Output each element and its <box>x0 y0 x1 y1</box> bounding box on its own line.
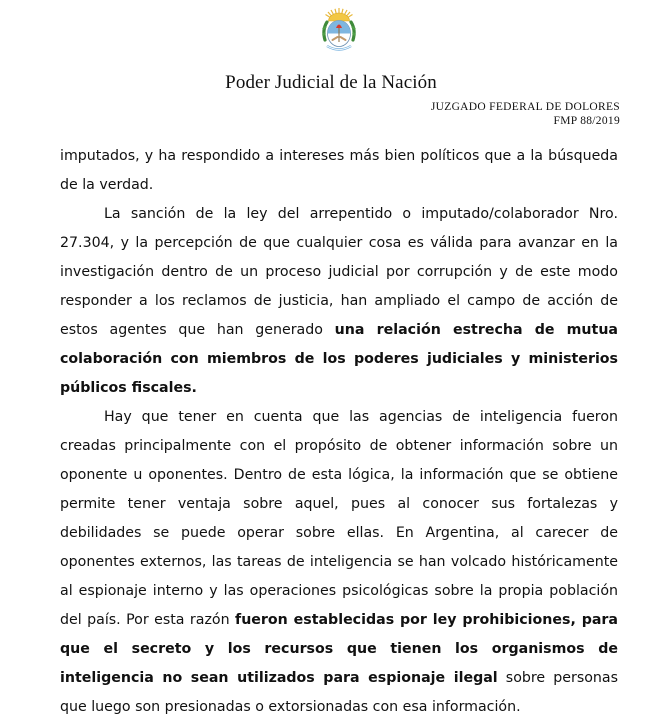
paragraph-3-text: Hay que tener en cuenta que las agencias de inteligencia fueron creadas principalmente con el propósito de obtener información sobre un oponente u oponentes. Dentro de esta lógica, la información que se obtiene permite tener ventaja sobre aquel, pues al conocer sus fortalezas y debilidades se puede operar sobre ellas. En Argentina, al carecer de oponentes externos, las tareas de inteligencia se han volcado históricamente al espionaje interno y las operaciones psicológicas sobre la propia población del país. Por esta razón <box>60 409 618 628</box>
court-info <box>431 100 620 128</box>
argentina-coat-of-arms-icon <box>318 6 360 68</box>
paragraph-3 <box>60 403 618 722</box>
institution-title: Poder Judicial de la Nación <box>225 72 437 93</box>
court-name: JUZGADO FEDERAL DE DOLORES <box>430 101 620 113</box>
paragraph-1: imputados, y ha respondido a intereses más bien políticos que a la búsqueda de la verdad. <box>60 148 618 193</box>
case-number: FMP 88/2019 <box>553 115 620 127</box>
document-body <box>60 142 618 722</box>
paragraph-2-text: La sanción de la ley del arrepentido o imputado/colaborador Nro. 27.304, y la percepción de que cualquier cosa es válida para avanzar en la investigación dentro de un proceso judicial por corrupción y de este modo responder a los reclamos de justicia, han ampliado el campo de acción de estos agentes que han generado <box>60 206 618 338</box>
paragraph-2 <box>60 200 618 403</box>
paragraph-2-emphasis: una relación estrecha de mutua colaboración con miembros de los poderes judiciales y ministerios públicos fiscales. <box>60 322 618 396</box>
paragraph-3-emphasis: fueron establecidas por ley prohibiciones, para que el secreto y los recursos que tienen los organismos de inteligencia no sean utilizados para espionaje ilegal <box>60 612 619 686</box>
paragraph-3-text-end: sobre personas que luego son presionadas o extorsionadas con esa información. <box>60 670 618 715</box>
